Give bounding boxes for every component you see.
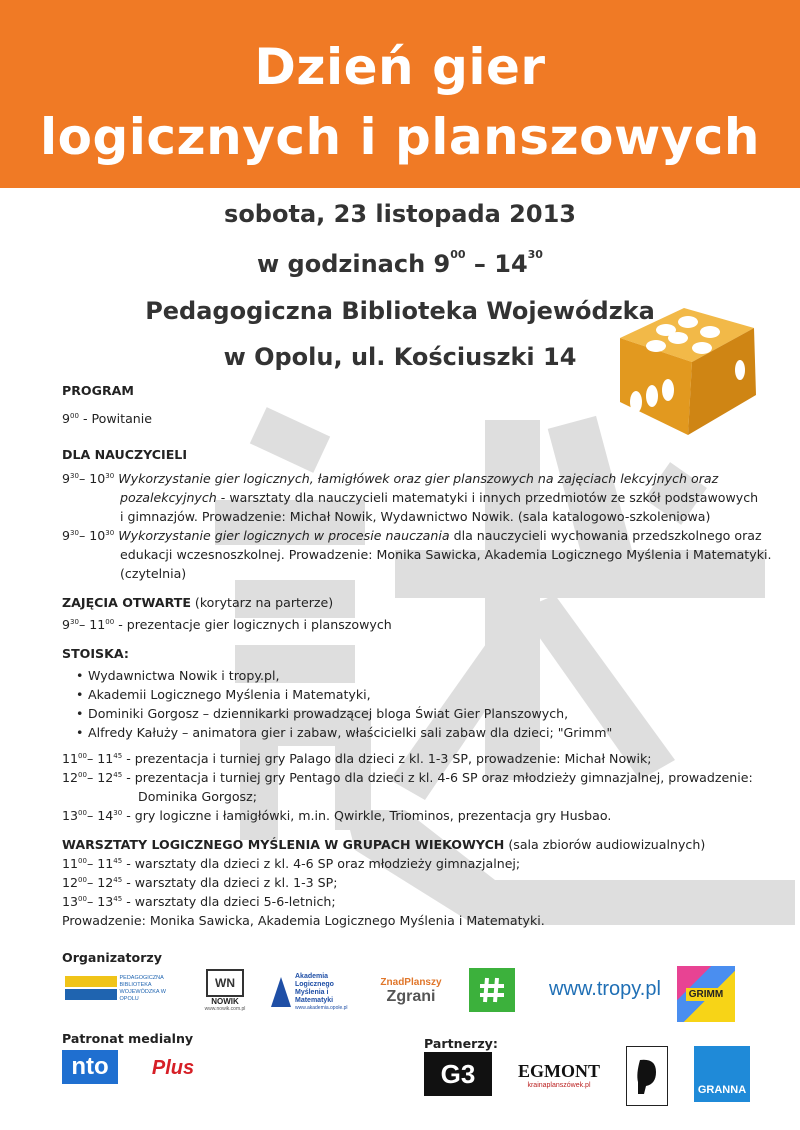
hash-icon xyxy=(477,975,507,1005)
event-hours: w godzinach $9^{00} - 14^{30}$ xyxy=(257,248,543,278)
znadplanszy-logo: ZnadPlanszy Zgrani xyxy=(380,976,442,1005)
open-heading: ZAJĘCIA OTWARTE (korytarz na parterze) xyxy=(62,595,334,610)
teachers-item-2-line-1: $9^{30}-$ $10^{30}$ Wykorzystanie gier logicznych w procesie nauczania dla nauczycieli wychowania przedszkolnego oraz xyxy=(62,528,762,543)
workshops-leader: Prowadzenie: Monika Sawicka, Akademia Logicznego Myślenia i Matematyki. xyxy=(62,913,545,928)
egmont-logo: EGMONT krainaplanszówek.pl xyxy=(517,1061,600,1089)
face-silhouette-icon xyxy=(634,1056,660,1096)
schedule-item: $13^{00}-$ $14^{30}$ - gry logiczne i łamigłówki, m.in. Qwirkle, Triominos, prezentacja gry Husbao. xyxy=(62,808,612,823)
event-address: w Opolu, ul. Kościuszki 14 xyxy=(223,343,577,371)
program-welcome: $9^{00}$ - Powitanie xyxy=(62,411,153,426)
open-item: $9^{30}-$ $11^{00}$ - prezentacje gier logicznych i planszowych xyxy=(62,617,392,632)
schedule-item: $12^{00}-$ $12^{45}$ - prezentacja i turniej gry Pentago dla dzieci z kl. 4-6 SP oraz młodzieży gimnazjalnej, prowadzenie: xyxy=(62,770,753,785)
program-heading: PROGRAM xyxy=(62,383,134,398)
teachers-item-1-line-1: $9^{30}-$ $10^{30}$ Wykorzystanie gier logicznych, łamigłówek oraz gier planszowych na zajęciach lekcyjnych oraz xyxy=(62,471,719,486)
teachers-item-1-line-2: pozalekcyjnych - warsztaty dla nauczycieli matematyki i innych przedmiotów ze szkół podstawowych xyxy=(120,490,759,505)
green-game-logo xyxy=(469,968,515,1012)
stands-heading: STOISKA: xyxy=(62,646,129,661)
g3-logo: G3 xyxy=(424,1052,492,1096)
event-venue: Pedagogiczna Biblioteka Wojewódzka xyxy=(145,297,655,325)
granna-logo: GRANNA xyxy=(694,1046,750,1102)
tropy-logo: www.tropy.pl xyxy=(549,977,661,1000)
grimm-logo: GRIMM xyxy=(677,966,735,1022)
dice-icon xyxy=(612,300,762,440)
pbw-book-icon xyxy=(65,974,117,1004)
workshop-item: $13^{00}-$ $13^{45}$ - warsztaty dla dzieci 5-6-letnich; xyxy=(62,894,336,909)
stands-item: • Dominiki Gorgosz – dziennikarki prowadzącej bloga Świat Gier Planszowych, xyxy=(88,705,568,722)
teachers-item-1-line-3: i gimnazjów. Prowadzenie: Michał Nowik, Wydawnictwo Nowik. (sala katalogowo-szkoleniowa) xyxy=(120,509,711,524)
stands-item: • Wydawnictwa Nowik i tropy.pl, xyxy=(88,667,279,684)
radio-plus-logo: Plus xyxy=(151,1056,195,1079)
media-heading: Patronat medialny xyxy=(62,1031,194,1046)
workshops-heading: WARSZTATY LOGICZNEGO MYŚLENIA W GRUPACH WIEKOWYCH (sala zbiorów audiowizualnych) xyxy=(62,837,706,852)
stands-item: • Akademii Logicznego Myślenia i Matematyki, xyxy=(88,686,371,703)
nto-logo: nto xyxy=(62,1050,118,1084)
akademia-logo: Akademia Logicznego Myślenia i Matematyki www.akademia.opole.pl xyxy=(268,968,354,1016)
pbw-logo: PEDAGOGICZNA BIBLIOTEKA WOJEWÓDZKA W OPOLU xyxy=(62,972,182,1006)
partners-heading: Partnerzy: xyxy=(424,1036,498,1051)
workshop-item: $11^{00}-$ $11^{45}$ - warsztaty dla dzieci z kl. 4-6 SP oraz młodzieży gimnazjalnej; xyxy=(62,856,521,871)
partner-face-logo xyxy=(626,1046,668,1106)
teachers-item-2-line-3: (czytelnia) xyxy=(120,566,187,581)
schedule-item-continuation: Dominika Gorgosz; xyxy=(138,789,257,804)
event-date: sobota, 23 listopada 2013 xyxy=(224,200,576,228)
title-line-1: Dzień gier xyxy=(254,38,546,96)
nowik-logo: WN NOWIK www.nowik.com.pl xyxy=(196,966,254,1014)
workshop-item: $12^{00}-$ $12^{45}$ - warsztaty dla dzieci z kl. 1-3 SP; xyxy=(62,875,338,890)
schedule-item: $11^{00}-$ $11^{45}$ - prezentacja i turniej gry Palago dla dzieci z kl. 1-3 SP, prowadzenie: Michał Nowik; xyxy=(62,751,652,766)
organizers-heading: Organizatorzy xyxy=(62,950,162,965)
akademia-figure-icon xyxy=(269,975,293,1009)
teachers-heading: DLA NAUCZYCIELI xyxy=(62,447,188,462)
teachers-item-2-line-2: edukacji wczesnoszkolnej. Prowadzenie: Monika Sawicka, Akademia Logicznego Myślenia i Matematyki. xyxy=(120,547,772,562)
title-banner xyxy=(0,0,800,188)
title-line-2: logicznych i planszowych xyxy=(39,108,761,166)
stands-item: • Alfredy Kałuży – animatora gier i zabaw, właścicielki sali zabaw dla dzieci; "Grimm" xyxy=(88,724,612,741)
